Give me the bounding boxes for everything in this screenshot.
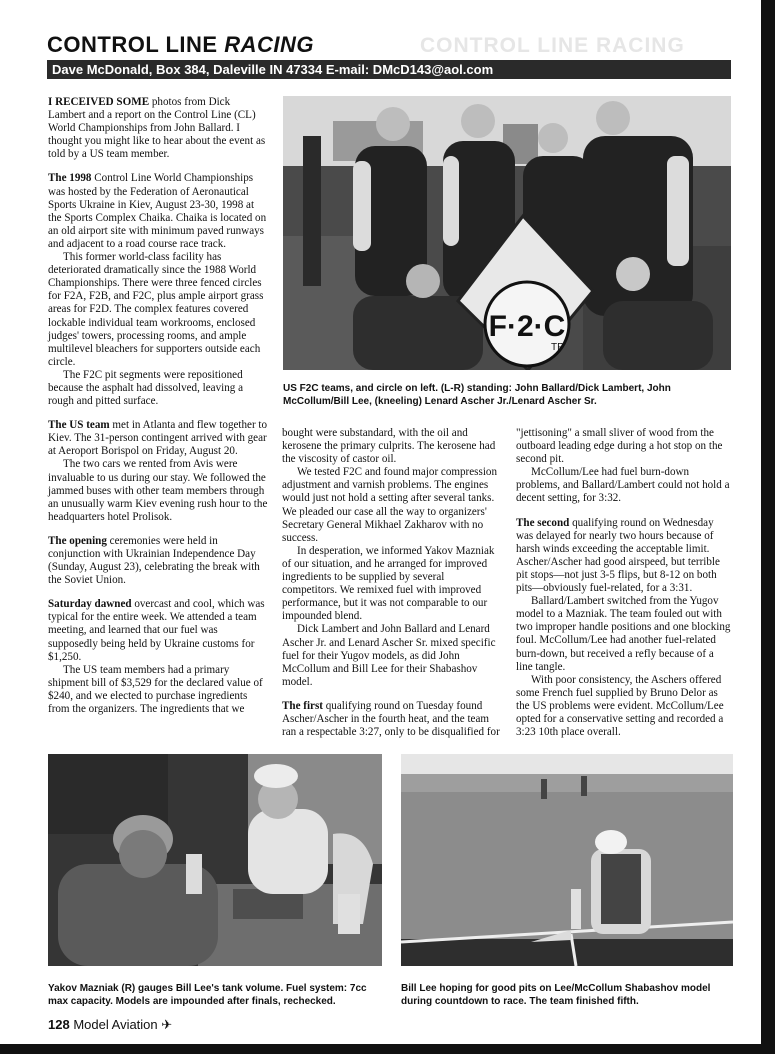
page-footer xyxy=(48,1017,172,1033)
paragraph-text: qualifying round on Wednesday was delayed for nearly two hours because of harsh winds exceeding the acceptable limit. Ascher/Ascher had good airspeed, but terrible pit stops—not just 3-5 flips, but 8-12 on both pits—obviously fuel-related, for a 3:31. xyxy=(516,516,720,595)
paragraph xyxy=(516,517,732,596)
paragraph xyxy=(48,458,268,523)
paragraph xyxy=(282,545,502,624)
paragraph xyxy=(516,466,732,505)
paragraph xyxy=(48,598,268,663)
paragraph-text: Dick Lambert and John Ballard and Lenard Ascher Jr. and Lenard Ascher Sr. mixed specific fuel for their Yugov models, as did John McCollum and Bill Lee for their Shabashov model. xyxy=(282,623,496,688)
paragraph xyxy=(48,369,268,408)
paragraph-text: met in Atlanta and flew together to Kiev. The 31-person contingent arrived with gear at Aeroport Borispol on Friday, August 20. xyxy=(48,419,268,458)
page-edge-right xyxy=(761,0,775,1054)
paragraph-text: The two cars we rented from Avis were invaluable to us during our stay. We followed the jammed buses with other team members through an unusually warm Kiev evening rush hour to the headquarters hotel Prolisok. xyxy=(48,458,268,523)
author-address-bar: Dave McDonald, Box 384, Daleville IN 47334 E-mail: DMcD143@aol.com xyxy=(47,60,731,79)
team-photo xyxy=(283,96,731,370)
paragraph-lead: The 1998 xyxy=(48,172,92,185)
paragraph xyxy=(48,172,268,251)
paragraph-text: The F2C pit segments were repositioned because the asphalt had dissolved, leaving a rough and pitted surface. xyxy=(48,368,244,408)
paragraph xyxy=(48,664,268,716)
show-through-text: CONTROL LINE RACING xyxy=(420,34,685,57)
paragraph xyxy=(282,700,502,739)
caption-top: US F2C teams, and circle on left. (L-R) standing: John Ballard/Dick Lambert, John McCollum/Bill Lee, (kneeling) Lenard Ascher Jr./Lenard Ascher Sr. xyxy=(283,383,671,407)
airplane-icon: ✈ xyxy=(161,1017,173,1032)
paragraph-text: qualifying round on Tuesday found Ascher/Ascher in the fourth heat, and the team ran a respectable 3:27, only to be disqualified for xyxy=(282,699,500,739)
paragraph-text: ceremonies were held in conjunction with Ukrainian Independence Day (Sunday, August 23), celebrating the break with the Soviet Union. xyxy=(48,534,260,587)
caption-bottom-left: Yakov Mazniak (R) gauges Bill Lee's tank volume. Fuel system: 7cc max capacity. Models are impounded after finals, rechecked. xyxy=(48,983,367,1007)
paragraph xyxy=(282,427,502,466)
paragraph xyxy=(516,674,732,739)
f2c-sign-text: F·2·C xyxy=(488,310,566,343)
paragraph xyxy=(48,96,268,161)
paragraph-lead: The second xyxy=(516,516,570,529)
page-number: 128 xyxy=(48,1017,70,1032)
paragraph-lead: The first xyxy=(282,699,323,712)
paragraph xyxy=(516,427,732,466)
article-column-2 xyxy=(282,427,502,739)
column-title: CONTROL LINE RACING xyxy=(47,32,314,57)
page-edge-bottom xyxy=(0,1044,775,1054)
magazine-name: Model Aviation xyxy=(73,1017,158,1032)
paragraph-text: Ballard/Lambert switched from the Yugov model to a Mazniak. The team fouled out with two improper handle positions and one blocking foul. McCollum/Lee had another fuel-related burn-down, but received a refly because of a line tangle. xyxy=(516,595,731,673)
paragraph-lead: The opening xyxy=(48,534,107,547)
fuel-check-photo xyxy=(48,754,382,966)
paragraph xyxy=(282,623,502,688)
paragraph-lead: The US team xyxy=(48,419,110,432)
caption-bottom-right: Bill Lee hoping for good pits on Lee/McCollum Shabashov model during countdown to race. The team finished fifth. xyxy=(401,983,711,1007)
paragraph-text: The US team members had a primary shipment bill of $3,529 for the declared value of $240, and we elected to purchase ingredients from the organizers. The ingredients that we xyxy=(48,663,263,716)
paragraph xyxy=(516,595,732,674)
paragraph-text: Control Line World Championships was hosted by the Federation of Aeronautical Sports Ukraine in Kiev, August 23-30, 1998 at the Sports Complex Chaika. Chaika is located on an old airport site with minimum paved runways and adjacent to a road course race track. xyxy=(48,172,267,250)
article-column-1 xyxy=(48,96,268,716)
paragraph-text: With poor consistency, the Aschers offered some French fuel supplied by Bruno Delor as the US problems were evident. McCollum/Lee opted for a conservative setting and recorded a 3:23 10th place overall. xyxy=(516,673,724,739)
paragraph xyxy=(282,466,502,545)
paragraph xyxy=(48,535,268,587)
paragraph-text: In desperation, we informed Yakov Mazniak of our situation, and he arranged for improved ingredients to be supplied by several competitors. We remixed fuel with improved performance, but it was not comparable to our impounded blend. xyxy=(282,544,495,623)
f2c-sign-sub: TP xyxy=(551,342,564,353)
paragraph-text: bought were substandard, with the oil and kerosene the primary culprits. The kerosene had the viscosity of castor oil. xyxy=(282,427,496,466)
paragraph-lead: I RECEIVED SOME xyxy=(48,96,150,108)
paragraph xyxy=(48,251,268,369)
article-column-3 xyxy=(516,427,732,739)
paragraph-text: This former world-class facility has deteriorated dramatically since the 1988 World Championships. There were three fenced circles for F2A, F2B, and F2C, plus ample airport grass areas for F2D. The complex features covered lockable individual team workrooms, enclosed judges' towers, processing rooms, and ample multilevel bleachers for supporters outside each circle. xyxy=(48,251,264,368)
paragraph-text: McCollum/Lee had fuel burn-down problems, and Ballard/Lambert could not hold a decent setting, for 3:32. xyxy=(516,466,730,505)
paragraph xyxy=(48,419,268,458)
paragraph-text: photos from Dick Lambert and a report on the Control Line (CL) World Championships from John Ballard. I thought you might like to hear about the event as told by a US team member. xyxy=(48,96,266,161)
paragraph-lead: Saturday dawned xyxy=(48,598,132,611)
paragraph-text: overcast and cool, which was typical for the entire week. We attended a team meeting, and learned that our fuel was supposedly being held by Ukraine customs for $1,250. xyxy=(48,598,265,663)
paragraph-text: "jettisoning" a small sliver of wood from the outboard leading edge during a hot stop on the second pit. xyxy=(516,427,723,466)
paragraph-text: We tested F2C and found major compression adjustment and varnish problems. The engines would just not hold a setting after several tanks. We pleaded our case all the way to organizers' Secretary General Mikhael Zakharov with no success. xyxy=(282,466,497,544)
race-circle-photo xyxy=(401,754,733,966)
